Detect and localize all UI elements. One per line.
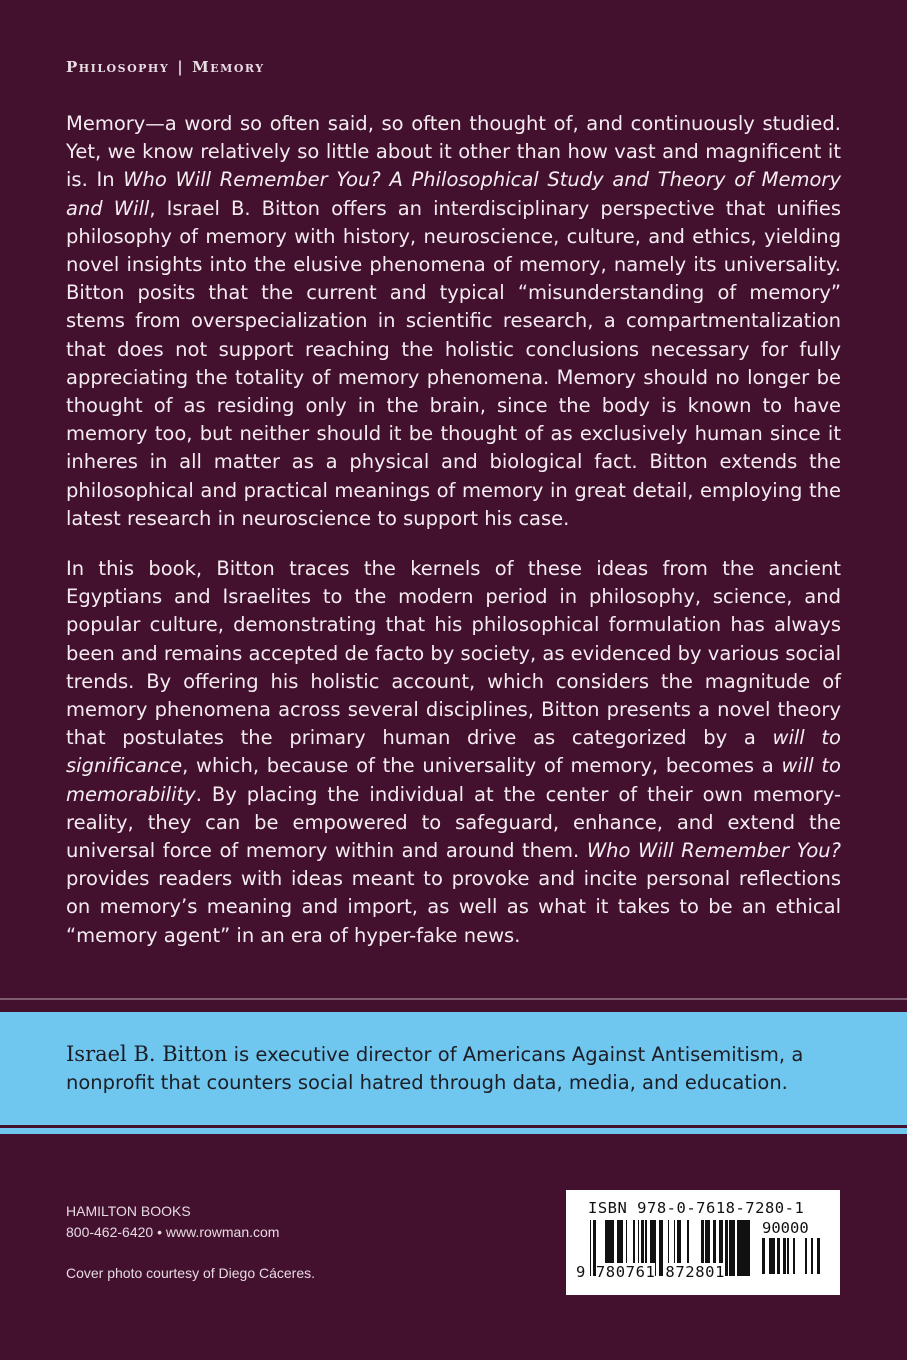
cover-credit: Cover photo courtesy of Diego Cáceres. — [66, 1265, 316, 1281]
barcode-bar — [771, 1238, 774, 1274]
barcode-bar — [741, 1220, 743, 1276]
barcode-bar — [817, 1238, 819, 1274]
barcode-bar — [774, 1238, 775, 1274]
description-paragraph-2 — [66, 555, 841, 950]
publisher-info — [66, 1201, 279, 1243]
text-run: . By placing the individual at the center of their own memory-reality, they can be empowered to safeguard, enhance, and extend the universal force of memory within and around them. — [66, 782, 841, 863]
description-paragraph-1 — [66, 110, 841, 533]
italic-title: Who Will Remember You? — [586, 839, 841, 863]
barcode-bar — [793, 1238, 795, 1274]
barcode-bar — [777, 1238, 780, 1274]
barcode-digits — [576, 1263, 725, 1281]
ean-right-digits: 872801 — [665, 1263, 725, 1281]
isbn-barcode — [566, 1190, 840, 1295]
italic-title: will to memorability — [66, 754, 841, 806]
text-run: Memory—a word so often said, so often thought of, and continuously studied. Yet, we know relatively so little about it other than how vast and magnificent it is. In — [66, 112, 841, 192]
barcode-bar — [729, 1220, 731, 1276]
barcode-bar — [749, 1220, 750, 1276]
barcode-bar — [740, 1220, 741, 1276]
barcode-bar — [769, 1238, 771, 1274]
barcode-bar — [763, 1238, 765, 1274]
text-run: , which, because of the universality of memory, becomes a — [182, 754, 782, 778]
barcode-bar — [783, 1238, 786, 1274]
publisher-website: www.rowman.com — [165, 1224, 280, 1240]
barcode-bar — [747, 1220, 749, 1276]
publisher-contact — [66, 1222, 279, 1243]
text-run: provides readers with ideas meant to provoke and incite personal reflections on memory’s meaning and import, as well as what it takes to be an ethical “memory agent” in an era of hyper-fake news. — [66, 867, 841, 947]
category-memory: Memory — [192, 58, 265, 76]
divider — [0, 998, 907, 1000]
category-philosophy: Philosophy — [66, 58, 170, 76]
text-run: In this book, Bitton traces the kernels of these ideas from the ancient Egyptians and Israelites to the modern period in philosophy, science, and popular culture, demonstrating that his philosophical formulation has always been and remains accepted de facto by society, as evidenced by various social trends. By offering his holistic account, which considers the magnitude of memory phenomena across several disciplines, Bitton presents a novel theory that postulates the primary human drive as categorized by a — [66, 557, 841, 750]
text-run: , Israel B. Bitton offers an interdisciplinary perspective that unifies philosophy of memory with history, neuroscience, culture, and ethics, yielding novel insights into the elusive phenomena of memory, namely its universality. Bitton posits that the current and typical “misunderstanding of memory” stems from overspecialization in scientific research, a compartmentalization that does not support reaching the holistic conclusions necessary for fully appreciating the totality of memory phenomena. Memory should no longer be thought of as residing only in the brain, since the body is known to have memory too, but neither should it be thought of as exclusively human since it inheres in all matter as a physical and biological fact. Bitton extends the philosophical and practical meanings of memory in great detail, employing the latest research in neuroscience to support his case. — [66, 196, 842, 530]
publisher-name: HAMILTON BOOKS — [66, 1203, 191, 1219]
bullet-separator: • — [157, 1224, 162, 1240]
price-code: 90000 — [762, 1219, 809, 1237]
barcode-bar — [819, 1238, 820, 1274]
isbn-label: ISBN 978-0-7618-7280-1 — [588, 1199, 805, 1217]
category-separator: | — [177, 58, 185, 76]
book-description — [66, 110, 841, 972]
ean-first-digit: 9 — [576, 1263, 586, 1281]
publisher-phone: 800-462-6420 — [66, 1224, 154, 1240]
barcode-bar — [762, 1238, 763, 1274]
barcode-bar — [734, 1220, 735, 1276]
author-bio — [66, 1040, 856, 1097]
barcode-bar — [787, 1238, 789, 1274]
barcode-bar — [811, 1238, 813, 1274]
barcode-bar — [743, 1220, 746, 1276]
barcode-bar — [725, 1220, 728, 1276]
category-line — [66, 58, 265, 76]
italic-title: Who Will Remember You? A Philosophical Study and Theory of Memory and Will — [66, 168, 841, 220]
author-name: Israel B. Bitton — [66, 1042, 228, 1066]
italic-title: will to significance — [66, 726, 841, 778]
barcode-bar — [737, 1220, 740, 1276]
author-bio-text: is executive director of Americans Against Antisemitism, a nonprofit that counters social hatred through data, media, and education. — [66, 1043, 804, 1094]
barcode-addon-bars — [762, 1238, 820, 1274]
barcode-bar — [731, 1220, 734, 1276]
ean-left-digits: 780761 — [595, 1263, 656, 1281]
barcode-bar — [746, 1220, 747, 1276]
barcode-bar — [805, 1238, 807, 1274]
